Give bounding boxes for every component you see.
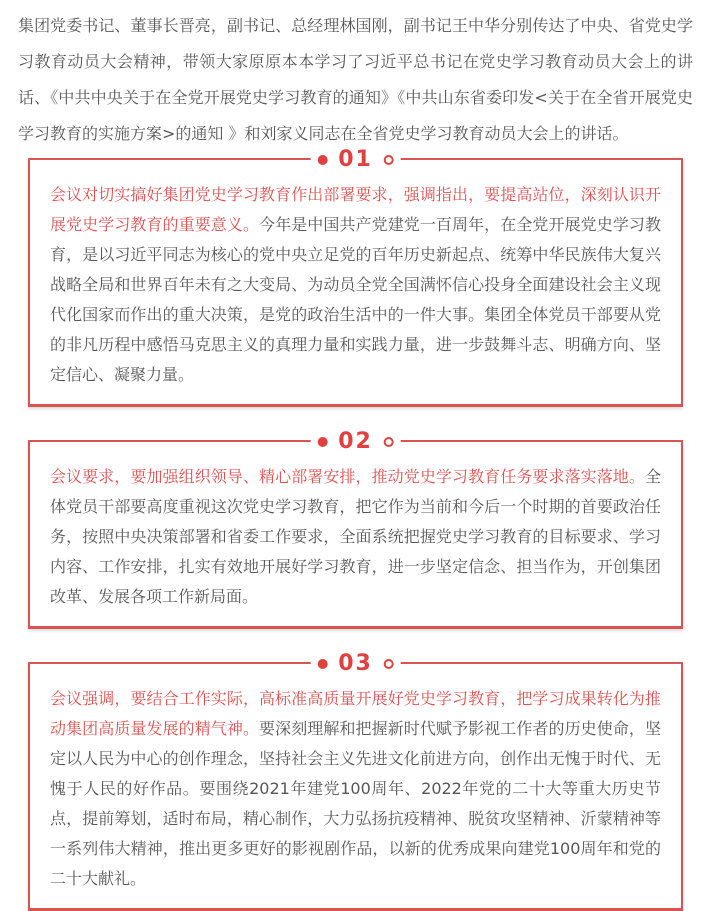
section-box-02	[28, 429, 683, 629]
ring-icon	[384, 155, 394, 165]
section-highlight-text: 会议要求，要加强组织领导、精心部署安排，推动党史学习教育任务要求落实落地。	[50, 467, 645, 486]
section-number-label	[310, 649, 401, 679]
section-text	[50, 462, 661, 612]
ring-icon	[384, 437, 394, 447]
bullet-dot-icon	[317, 437, 327, 447]
section-text	[50, 180, 661, 390]
bullet-dot-icon	[317, 155, 327, 165]
section-text	[50, 684, 661, 894]
bullet-dot-icon	[317, 659, 327, 669]
section-box-01	[28, 147, 683, 407]
section-body-text: 要深刻理解和把握新时代赋予影视工作者的历史使命，坚定以人民为中心的创作理念，坚持社会主义先进文化前进方向，创作出无愧于时代、无愧于人民的好作品。要围绕2021年建党100周年、2022年党的二十大等重大历史节点，提前筹划，适时布局，精心制作，大力弘扬抗疫精神、脱贫攻坚精神、沂蒙精神等一系列伟大精神，推出更多更好的影视剧作品，以新的优秀成果向建党100周年和党的二十大献礼。	[50, 719, 661, 888]
intro-paragraph: 集团党委书记、董事长晋亮，副书记、总经理林国刚，副书记王中华分别传达了中央、省党史学习教育动员大会精神，带领大家原原本本学习了习近平总书记在党史学习教育动员大会上的讲话、《中共中央关于在全党开展党史学习教育的通知》《中共山东省委印发<关于在全省开展党史学习教育的实施方案>的通知 》和刘家义同志在全省党史学习教育动员大会上的讲话。	[18, 16, 693, 143]
section-number-label	[310, 427, 401, 457]
section-box-03	[28, 651, 683, 911]
section-number: 01	[338, 147, 373, 172]
section-number: 03	[338, 651, 373, 676]
ring-icon	[384, 659, 394, 669]
section-number: 02	[338, 429, 373, 454]
section-body-text: 全体党员干部要高度重视这次党史学习教育，把它作为当前和今后一个时期的首要政治任务，按照中央决策部署和省委工作要求，全面系统把握党史学习教育的目标要求、学习内容、工作安排，扎实有效地开展好学习教育，进一步坚定信念、担当作为，开创集团改革、发展各项工作新局面。	[50, 467, 661, 606]
section-highlight-text: 会议强调，要结合工作实际，高标准高质量开展好党史学习教育，把学习成果转化为推动集团高质量发展的精气神。	[50, 689, 661, 738]
section-number-label	[310, 145, 401, 175]
section-body-text: 今年是中国共产党建党一百周年，在全党开展党史学习教育，是以习近平同志为核心的党中央立足党的百年历史新起点、统筹中华民族伟大复兴战略全局和世界百年未有之大变局、为动员全党全国满怀信心投身全面建设社会主义现代化国家而作出的重大决策，是党的政治生活中的一件大事。集团全体党员干部要从党的非凡历程中感悟马克思主义的真理力量和实践力量，进一步鼓舞斗志、明确方向、坚定信心、凝聚力量。	[50, 215, 661, 384]
section-highlight-text: 会议对切实搞好集团党史学习教育作出部署要求，强调指出，要提高站位，深刻认识开展党史学习教育的重要意义。	[50, 185, 661, 234]
